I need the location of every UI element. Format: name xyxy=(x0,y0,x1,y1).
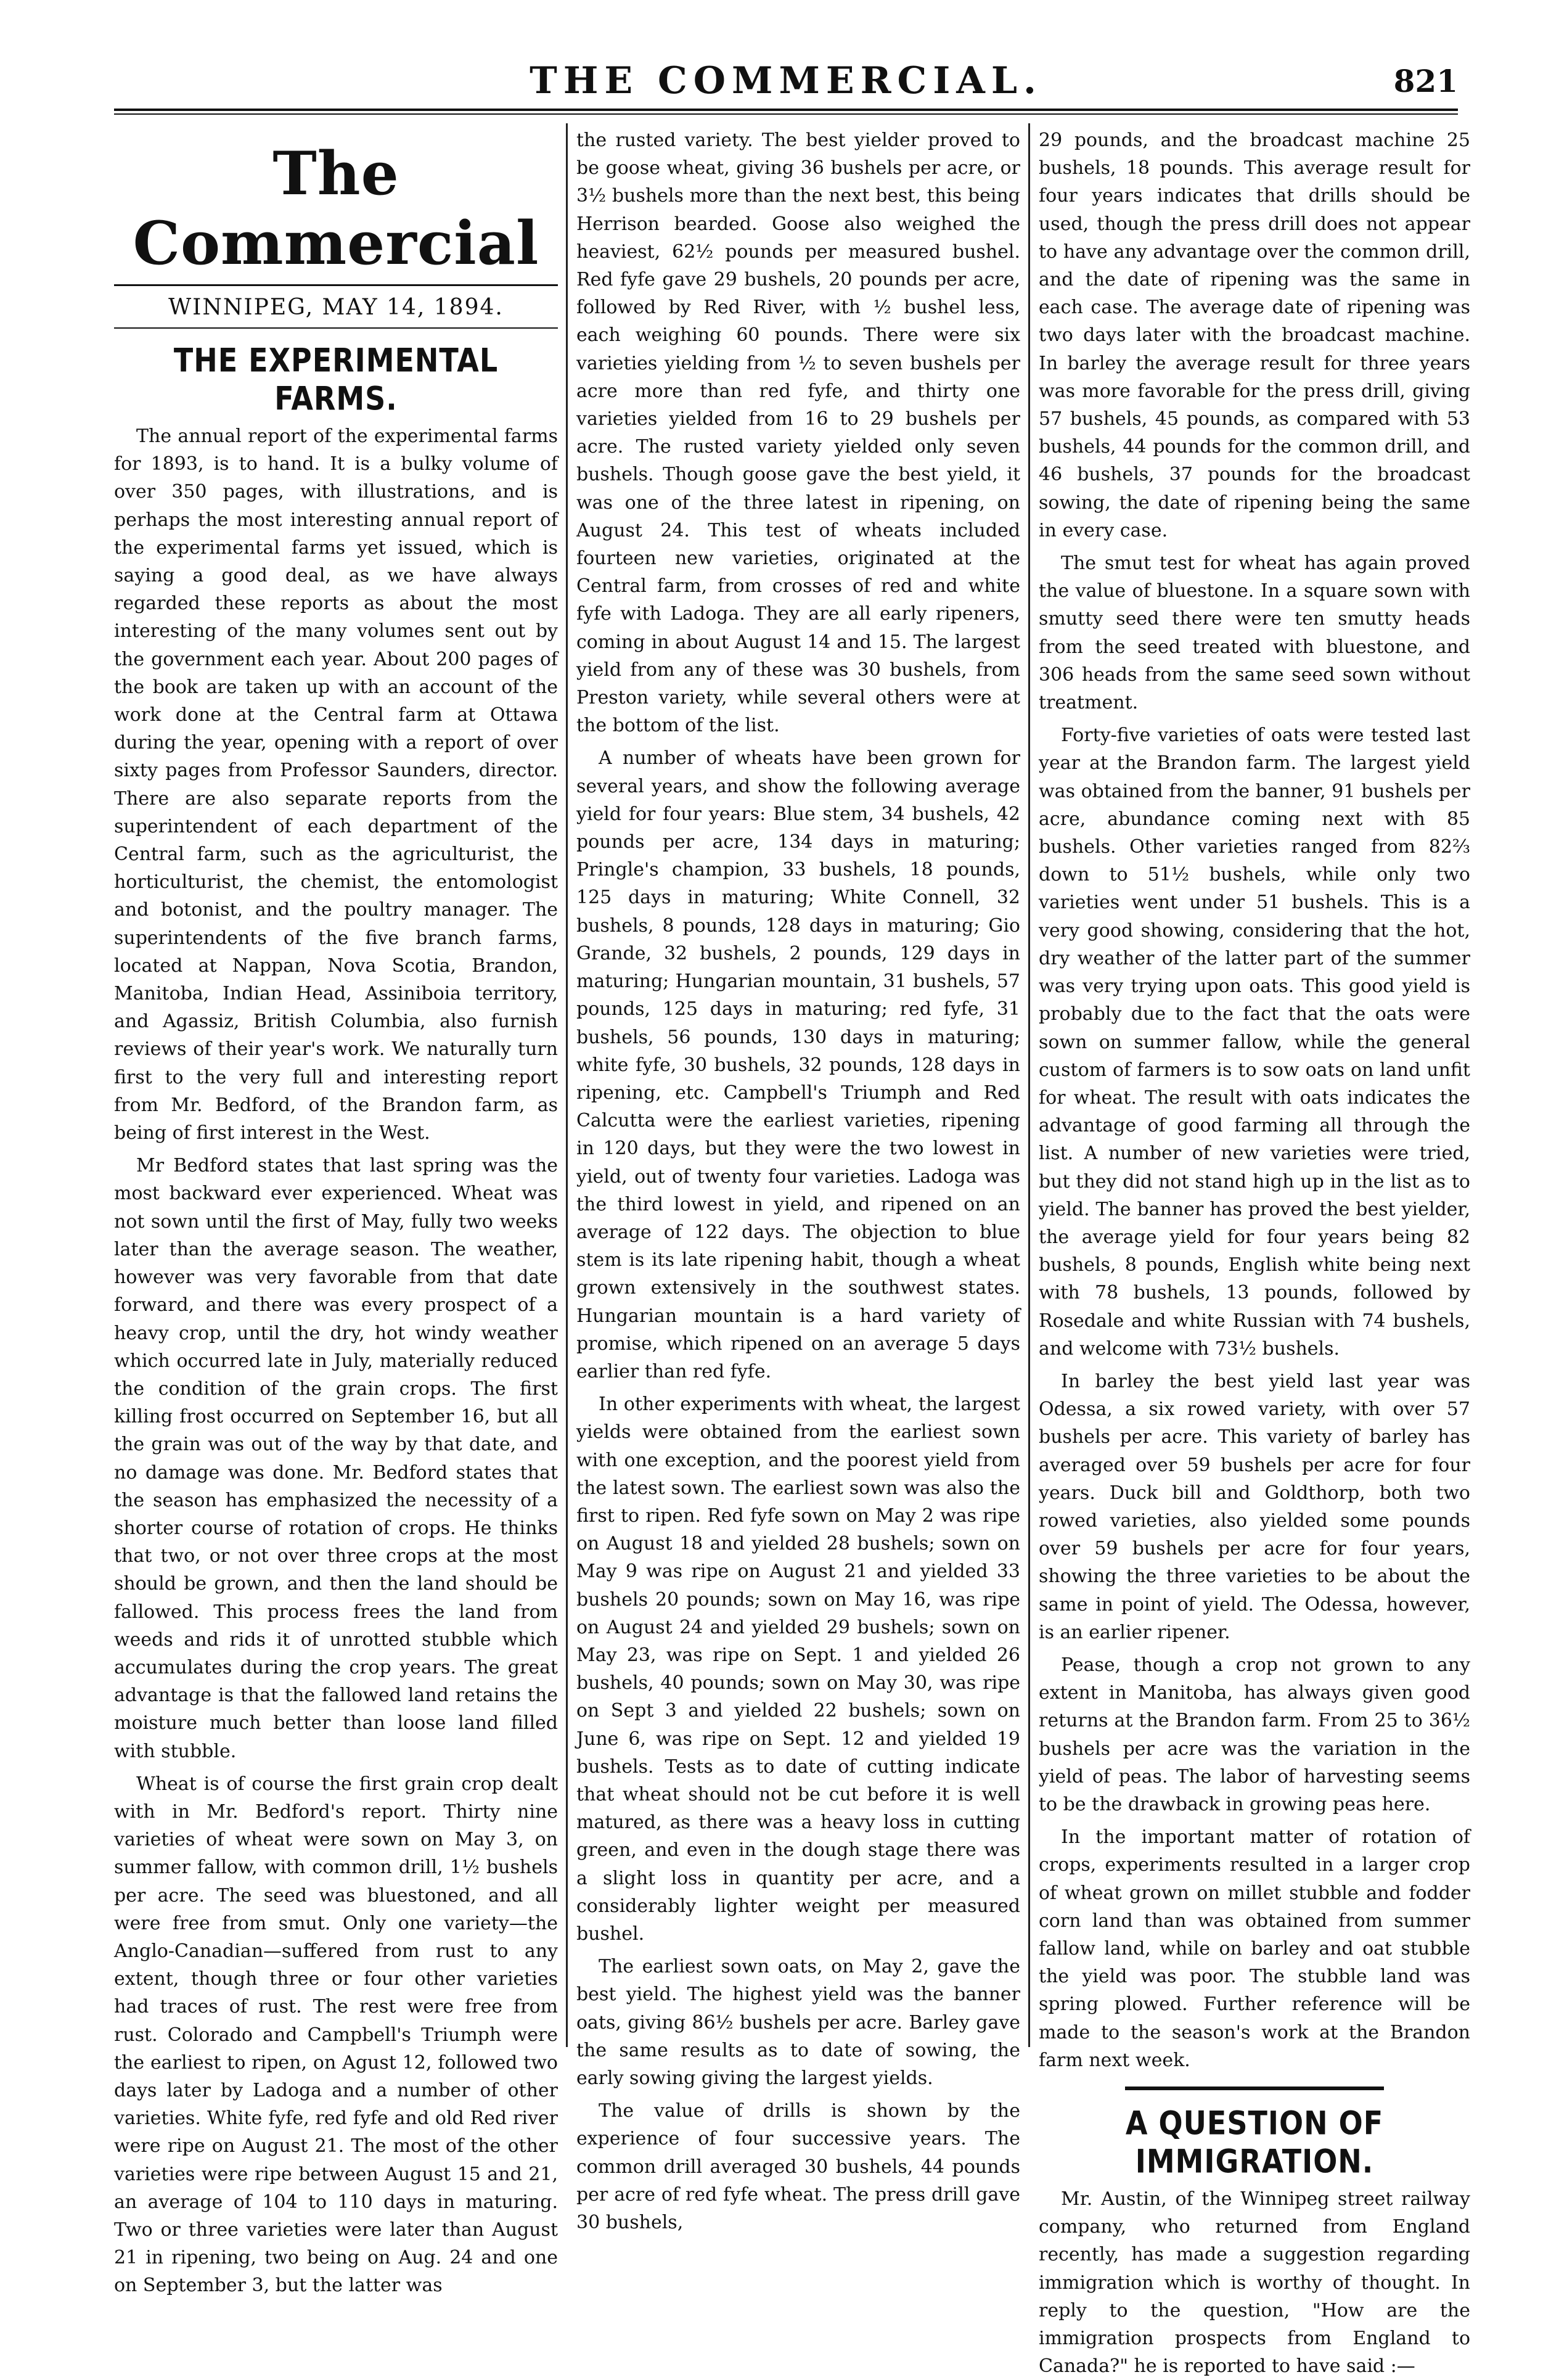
article-paragraph: The value of drills is shown by the experience of four successive years. The common drill averaged 30 bushels, 44 pounds per acre of red fyfe wheat. The press drill gave 30 bushels, xyxy=(576,2100,1020,2234)
article-paragraph: Wheat is of course the first grain crop dealt with in Mr. Bedford's report. Thirty nine varieties of wheat were sown on May 3, on summer fallow, with common drill, 1½ bushels per acre. The seed was bluestoned, and all were free from smut. Only one variety—the Anglo-Canadian—suffered from rust to any extent, though three or four other varieties had traces of rust. The rest were free from rust. Colorado and Campbell's Triumph were the earliest to ripen, on Agust 12, followed two days later by Ladoga and a number of other varieties. White fyfe, red fyfe and old Red river were ripe on August 21. The most of the other varieties were ripe between August 15 and 21, an average of 104 to 110 days in maturing. Two or three varieties were later than August 21 in ripening, two being on Aug. 24 and one on September 3, but the latter was xyxy=(114,1773,558,2297)
article-divider xyxy=(1125,2087,1384,2090)
article-paragraph: Mr Bedford states that last spring was the most backward ever experienced. Wheat was not sown until the first of May, fully two weeks later than the average season. The weather, however was very favorable from that date forward, and there was every prospect of a heavy crop, until the dry, hot windy weather which occurred late in July, materially reduced the condition of the grain crops. The first killing frost occurred on September 16, but all the grain was out of the way by that date, and no damage was done. Mr. Bedford states that the season has emphasized the necessity of a shorter course of rotation of crops. He thinks that two, or not over three crops at the most should be grown, and then the land should be fallowed. This process frees the land from weeds and rids it of unrotted stubble which accumulates during the crop years. The great advantage is that the fallowed land retains the moisture much better than loose land filled with stubble. xyxy=(114,1155,558,1762)
article-paragraph: 29 pounds, and the broadcast machine 25 bushels, 18 pounds. This average result for four years indicates that drills should be used, though the press drill does not appear to have any advantage over the common drill, and the date of ripening was the same in each case. The average date of ripening was two days later with the broadcast machine. In barley the average result for three years was more favorable for the press drill, giving 57 bushels, 45 pounds, as compared with 53 bushels, 44 pounds for the common drill, and 46 bushels, 37 pounds for the broadcast sowing, the date of ripening being the same in every case. xyxy=(1039,129,1470,541)
article-paragraph: A number of wheats have been grown for several years, and show the following average yield for four years: Blue stem, 34 bushels, 42 pounds per acre, 134 days in maturing; Pringle's champion, 33 bushels, 18 pounds, 125 days in maturing; White Connell, 32 bushels, 8 pounds, 128 days in maturing; Gio Grande, 32 bushels, 2 pounds, 129 days in maturing; Hungarian mountain, 31 bushels, 57 pounds, 125 days in maturing; red fyfe, 31 bushels, 56 pounds, 130 days in maturing; white fyfe, 30 bushels, 32 pounds, 128 days in ripening, etc. Campbell's Triumph and Red Calcutta were the earliest varieties, ripening in 120 days, but they were the two lowest in yield, out of twenty four varieties. Ladoga was the third lowest in yield, and ripened on an average of 122 days. The objection to blue stem is its late ripening habit, though a wheat grown extensively in the southwest states. Hungarian mountain is a hard variety of promise, which ripened on an average 5 days earlier than red fyfe. xyxy=(576,747,1020,1382)
head-rule xyxy=(114,109,1458,111)
dateline: WINNIPEG, MAY 14, 1894. xyxy=(168,295,504,320)
article-paragraph: In barley the best yield last year was Odessa, a six rowed variety, with over 57 bushels per acre. This variety of barley has averaged over 59 bushels per acre for four years. Duck bill and Goldthorp, both two rowed varieties, also yielded some pounds over 59 bushels per acre for four years, showing the three varieties to be about the same in point of yield. The Odessa, however, is an earlier ripener. xyxy=(1039,1370,1470,1643)
article-paragraph: In other experiments with wheat, the largest yields were obtained from the earliest sown with one exception, and the poorest yield from the latest sown. The earliest sown was also the first to ripen. Red fyfe sown on May 2 was ripe on August 18 and yielded 28 bushels; sown on May 9 was ripe on August 21 and yielded 33 bushels 20 pounds; sown on May 16, was ripe on August 24 and yielded 29 bushels; sown on May 23, was ripe on Sept. 1 and yielded 26 bushels, 40 pounds; sown on May 30, was ripe on Sept 3 and yielded 22 bushels; sown on June 6, was ripe on Sept. 12 and yielded 19 bushels. Tests as to date of cutting indicate that wheat should not be cut before it is well matured, as there was a heavy loss in cutting green, and even in the dough stage there was a slight loss in quantity per acre, and a considerably lighter weight per measured bushel. xyxy=(576,1393,1020,1945)
column-rule-1 xyxy=(566,123,568,2047)
article-paragraph: In the important matter of rotation of crops, experiments resulted in a larger crop of wheat grown on millet stubble and fodder corn land than was obtained from summer fallow land, while on barley and oat stubble the yield was poor. The stubble land was spring plowed. Further reference will be made to the season's work at the Brandon farm next week. xyxy=(1039,1826,1470,2071)
article-heading-immigration: A QUESTION OF IMMIGRATION. xyxy=(1125,2103,1384,2181)
article-paragraph: Mr. Austin, of the Winnipeg street railway company, who returned from England recently, has made a suggestion regarding immigration which is worthy of thought. In reply to the question, "How are the immigration prospects from England to Canada?" he is reported to have said :— xyxy=(1039,2188,1470,2378)
dateline-rule xyxy=(114,327,558,329)
column-rule-2 xyxy=(1028,123,1030,2047)
masthead-rule xyxy=(114,284,558,286)
column-1 xyxy=(114,126,558,2297)
article-paragraph: The earliest sown oats, on May 2, gave the best yield. The highest yield was the banner oats, giving 86½ bushels per acre. Barley gave the same results as to date of sowing, the early sowing giving the largest yields. xyxy=(576,1956,1020,2090)
article-paragraph: The annual report of the experimental farms for 1893, is to hand. It is a bulky volume of over 350 pages, with illustrations, and is perhaps the most interesting annual report of the experimental farms yet issued, which is saying a good deal, as we have always regarded these reports as about the most interesting of the many volumes sent out by the government each year. About 200 pages of the book are taken up with an account of the work done at the Central farm at Ottawa during the year, opening with a report of over sixty pages from Professor Saunders, director. There are also separate reports from the superintendent of each department of the Central farm, such as the agriculturist, the horticulturist, the chemist, the entomologist and botonist, and the poultry manager. The superintendents of the five branch farms, located at Nappan, Nova Scotia, Brandon, Manitoba, Indian Head, Assiniboia territory, and Agassiz, British Columbia, also furnish reviews of their year's work. We naturally turn first to the very full and interesting report from Mr. Bedford, of the Brandon farm, as being of first interest in the West. xyxy=(114,425,558,1144)
column-3 xyxy=(1039,126,1470,2378)
running-head xyxy=(114,57,1458,112)
article-paragraph: the rusted variety. The best yielder proved to be goose wheat, giving 36 bushels per acre, or 3½ bushels more than the next best, this being Herrison bearded. Goose also weighed the heaviest, 62½ pounds per measured bushel. Red fyfe gave 29 bushels, 20 pounds per acre, followed by Red River, with ½ bushel less, each weighing 60 pounds. There were six varieties yielding from ½ to seven bushels per acre more than red fyfe, and thirty one varieties yielded from 16 to 29 bushels per acre. The rusted variety yielded only seven bushels. Though goose gave the best yield, it was one of the three latest in ripening, on August 24. This test of wheats included fourteen new varieties, originated at the Central farm, from crosses of red and white fyfe with Ladoga. They are all early ripeners, coming in about August 14 and 15. The largest yield from any of these was 30 bushels, from Preston variety, while several others were at the bottom of the list. xyxy=(576,129,1020,737)
masthead-title: The Commercial xyxy=(133,139,539,278)
article-heading-experimental-farms: THE EXPERIMENTAL FARMS. xyxy=(173,340,499,418)
column-2 xyxy=(576,126,1020,2234)
article-paragraph: Pease, though a crop not grown to any extent in Manitoba, has always given good returns at the Brandon farm. From 25 to 36½ bushels per acre was the variation in the yield of peas. The labor of harvesting seems to be the drawback in growing peas here. xyxy=(1039,1654,1470,1815)
article-paragraph: Forty-five varieties of oats were tested last year at the Brandon farm. The largest yield was obtained from the banner, 91 bushels per acre, abundance coming next with 85 bushels. Other varieties ranged from 82⅔ down to 51½ bushels, while only two varieties went under 51 bushels. This is a very good showing, considering that the hot, dry weather of the latter part of the summer was very trying upon oats. This good yield is probably due to the fact that the oats were sown on summer fallow, while the general custom of farmers is to sow oats on land unfit for wheat. The result with oats indicates the advantage of good farming all through the list. A number of new varieties were tried, but they did not stand high up in the list as to yield. The banner has proved the best yielder, the average yield for four years being 82 bushels, 8 pounds, English white being next with 78 bushels, 13 pounds, followed by Rosedale and white Russian with 74 bushels, and welcome with 73½ bushels. xyxy=(1039,724,1470,1360)
page-number: 821 xyxy=(1393,63,1458,99)
head-rule-thin xyxy=(114,113,1458,115)
running-title: THE COMMERCIAL. xyxy=(530,59,1042,102)
article-paragraph: The smut test for wheat has again proved the value of bluestone. In a square sown with smutty seed there were ten smutty heads from the seed treated with bluestone, and 306 heads from the same seed sown without treatment. xyxy=(1039,552,1470,714)
